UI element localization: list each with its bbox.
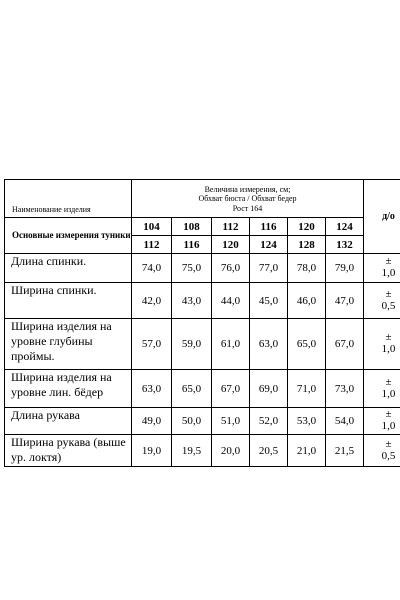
bust-size-cell: 104 <box>132 218 172 236</box>
bust-size-cell: 116 <box>250 218 288 236</box>
measurement-line-2: Обхват бюста / Обхват бедер <box>198 194 297 204</box>
table-row <box>5 370 400 408</box>
bust-size-cell: 108 <box>172 218 212 236</box>
measurement-label: Длина рукава <box>5 408 132 435</box>
tolerance-sign: ± <box>385 408 392 421</box>
measurement-value: 42,0 <box>132 283 172 319</box>
bust-size-cell: 112 <box>212 218 250 236</box>
measurement-label: Ширина изделия на уровне лин. бёдер <box>5 370 132 408</box>
hip-size-cell: 120 <box>212 236 250 254</box>
hip-size-cell: 112 <box>132 236 172 254</box>
measurement-value: 50,0 <box>172 408 212 435</box>
measurement-value: 19,5 <box>172 435 212 467</box>
bust-size-cell: 120 <box>288 218 326 236</box>
measurement-value: 63,0 <box>250 319 288 370</box>
tolerance-sign: ± <box>385 437 392 450</box>
table-row <box>5 408 400 435</box>
tolerance-cell <box>364 435 400 467</box>
tolerance-cell <box>364 283 400 319</box>
tolerance-cell <box>364 254 400 283</box>
table-row <box>5 435 400 467</box>
measurement-value: 51,0 <box>212 408 250 435</box>
table-row <box>5 283 400 319</box>
tolerance-value: 0,5 <box>381 299 396 312</box>
measurement-value: 63,0 <box>132 370 172 408</box>
table-row <box>5 254 400 283</box>
measurement-value: 61,0 <box>212 319 250 370</box>
tolerance-sign: ± <box>385 287 392 300</box>
tolerance-header: д/о <box>364 180 400 254</box>
measurement-value: 67,0 <box>326 319 364 370</box>
measurement-value: 19,0 <box>132 435 172 467</box>
measurement-value: 21,5 <box>326 435 364 467</box>
measurement-value: 49,0 <box>132 408 172 435</box>
measurement-value: 74,0 <box>132 254 172 283</box>
tolerance-sign: ± <box>385 331 392 344</box>
measurement-value: 67,0 <box>212 370 250 408</box>
measurement-value: 65,0 <box>172 370 212 408</box>
table-row <box>5 319 400 370</box>
measurement-value: 43,0 <box>172 283 212 319</box>
tolerance-value: 1,0 <box>381 387 396 400</box>
hip-size-cell: 128 <box>288 236 326 254</box>
measurement-label: Ширина рукава (выше ур. локтя) <box>5 435 132 467</box>
tolerance-value: 1,0 <box>381 267 396 279</box>
measurement-value: 78,0 <box>288 254 326 283</box>
bust-size-cell: 124 <box>326 218 364 236</box>
tolerance-cell <box>364 319 400 370</box>
measurement-value: 69,0 <box>250 370 288 408</box>
measurement-value: 44,0 <box>212 283 250 319</box>
measurement-line-3: Рост 164 <box>232 203 263 213</box>
measurement-value: 75,0 <box>172 254 212 283</box>
measurement-value: 47,0 <box>326 283 364 319</box>
measurement-value: 77,0 <box>250 254 288 283</box>
measurement-group-header <box>132 180 364 218</box>
tolerance-sign: ± <box>385 375 392 388</box>
hip-size-cell: 116 <box>172 236 212 254</box>
measurement-value: 71,0 <box>288 370 326 408</box>
hip-size-cell: 124 <box>250 236 288 254</box>
main-measurements-header: Основные измерения туники <box>5 218 132 254</box>
measurement-value: 20,5 <box>250 435 288 467</box>
measurement-value: 45,0 <box>250 283 288 319</box>
measurement-line-1: Величина измерения, см; <box>204 185 291 195</box>
tolerance-sign: ± <box>385 255 392 268</box>
tolerance-cell <box>364 408 400 435</box>
measurement-label: Ширина спинки. <box>5 283 132 319</box>
product-name-header: Наименование изделия <box>5 180 132 218</box>
hip-size-cell: 132 <box>326 236 364 254</box>
measurement-value: 73,0 <box>326 370 364 408</box>
measurement-value: 79,0 <box>326 254 364 283</box>
measurement-value: 53,0 <box>288 408 326 435</box>
measurement-value: 21,0 <box>288 435 326 467</box>
measurement-value: 76,0 <box>212 254 250 283</box>
measurement-label: Длина спинки. <box>5 254 132 283</box>
tolerance-value: 0,5 <box>381 449 396 462</box>
tolerance-value: 1,0 <box>381 343 396 355</box>
size-chart-table <box>4 179 400 467</box>
measurement-value: 46,0 <box>288 283 326 319</box>
measurement-value: 54,0 <box>326 408 364 435</box>
measurement-value: 52,0 <box>250 408 288 435</box>
measurement-value: 20,0 <box>212 435 250 467</box>
measurement-value: 65,0 <box>288 319 326 370</box>
measurement-value: 57,0 <box>132 319 172 370</box>
tolerance-value: 1,0 <box>381 420 396 432</box>
measurement-value: 59,0 <box>172 319 212 370</box>
measurement-label: Ширина изделия на уровне глубины проймы. <box>5 319 132 370</box>
tolerance-cell <box>364 370 400 408</box>
